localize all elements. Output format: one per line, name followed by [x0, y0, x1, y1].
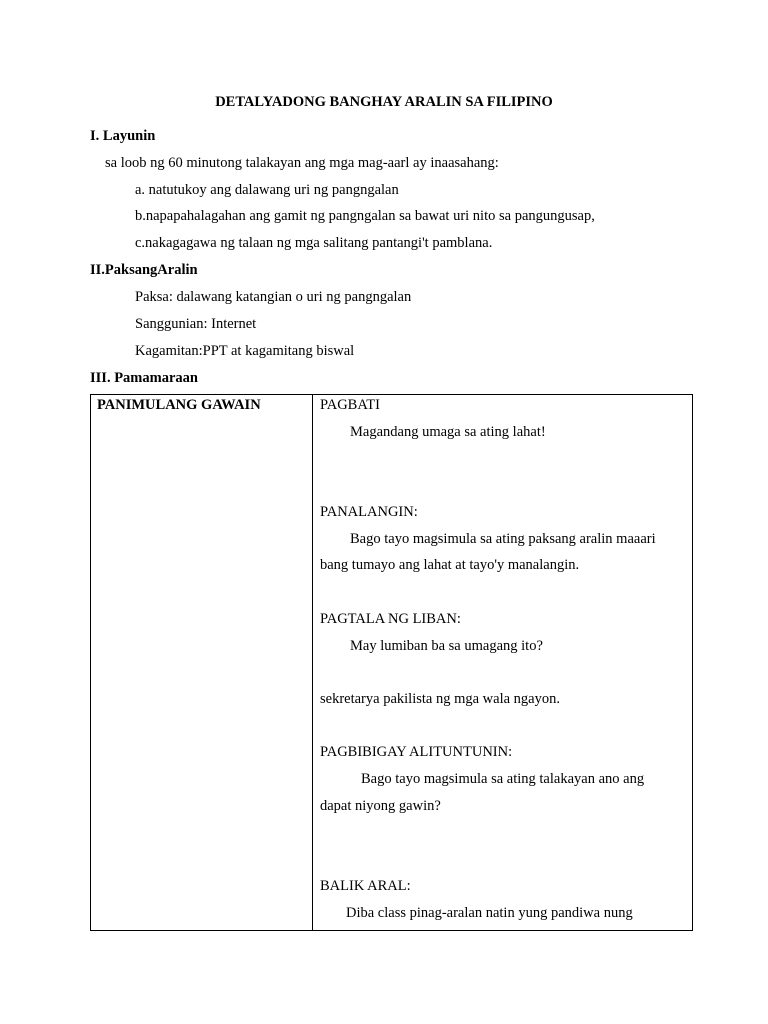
procedure-table [90, 394, 693, 931]
section-1-heading: I. Layunin [90, 128, 156, 144]
alituntunin-text-1: Bago tayo magsimula sa ating talakayan ano ang [361, 771, 645, 787]
panimulang-gawain-label: PANIMULANG GAWAIN [97, 397, 261, 413]
pagtala-heading: PAGTALA NG LIBAN: [320, 611, 461, 627]
document-title: DETALYADONG BANGHAY ARALIN SA FILIPINO [215, 94, 553, 110]
pagtala-text: May lumiban ba sa umagang ito? [350, 638, 543, 654]
paksa-line: Paksa: dalawang katangian o uri ng pangngalan [135, 289, 412, 305]
left-column-cell [91, 395, 313, 931]
objective-b: b.napapahalagahan ang gamit ng pangngalan sa bawat uri nito sa pangungusap, [135, 208, 595, 224]
objective-a: a. natutukoy ang dalawang uri ng pangngalan [135, 182, 399, 198]
pagbati-text: Magandang umaga sa ating lahat! [350, 424, 546, 440]
sekretarya-text: sekretarya pakilista ng mga wala ngayon. [320, 691, 560, 707]
section-3-number: III [90, 370, 107, 386]
balik-aral-text: Diba class pinag-aralan natin yung pandiwa nung [346, 905, 633, 921]
pagbati-heading: PAGBATI [320, 397, 380, 413]
kagamitan-line: Kagamitan:PPT at kagamitang biswal [135, 343, 355, 359]
objective-c: c.nakagagawa ng talaan ng mga salitang pantangi't pamblana. [135, 235, 493, 251]
section-2-heading: II.PaksangAralin [90, 262, 198, 278]
section-3-heading [90, 369, 198, 387]
section-3-label: . Pamamaraan [106, 370, 198, 386]
right-column-cell [313, 395, 693, 931]
section-1-intro: sa loob ng 60 minutong talakayan ang mga mag-aarl ay inaasahang: [105, 155, 499, 171]
panalangin-text-1: Bago tayo magsimula sa ating paksang aralin maaari [350, 531, 656, 547]
alituntunin-text-2: dapat niyong gawin? [320, 798, 441, 814]
alituntunin-heading: PAGBIBIGAY ALITUNTUNIN: [320, 744, 513, 760]
sanggunian-line: Sanggunian: Internet [135, 316, 257, 332]
balik-aral-heading: BALIK ARAL: [320, 878, 411, 894]
panalangin-heading: PANALANGIN: [320, 504, 418, 520]
panalangin-text-2: bang tumayo ang lahat at tayo'y manalangin. [320, 557, 580, 573]
